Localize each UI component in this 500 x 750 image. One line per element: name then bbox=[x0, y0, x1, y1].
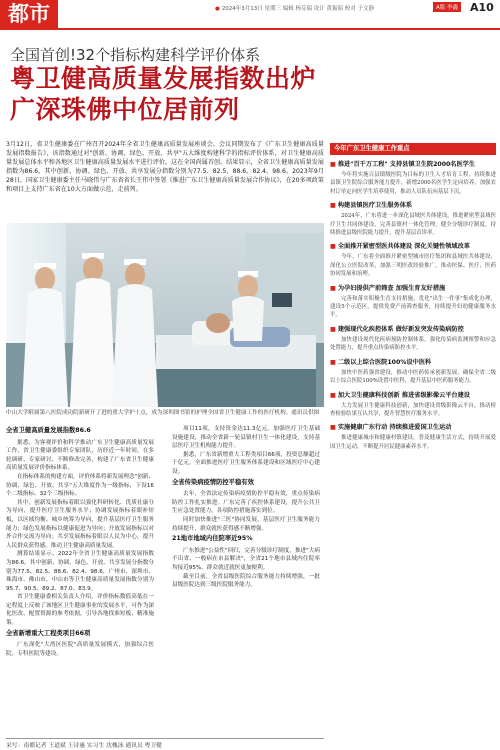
section-tag: 都市 bbox=[0, 0, 58, 28]
article-photo bbox=[6, 223, 324, 407]
sidebar-item bbox=[330, 242, 496, 278]
article-headline bbox=[10, 63, 316, 125]
page-number: A10 bbox=[470, 1, 494, 14]
sidebar-list bbox=[330, 160, 496, 451]
article-lead: 3月12日，省卫生健康委在广州召开2024年全省卫生健康高质量发展座谈会。会议同期发布了《广东卫生健康高质量发展指数报告》，该指数通过对"创新、协调、绿色、开放、共享"五大维度构建科学的指标评价体系，对卫生健康高质量发展总体水平和各地区卫生健康高质量发展水平进行评价。这在全国尚属首创。结果显示，全省卫生健康高质量发展指数为86.6，其中创新、协调、绿色、开放、共享发展分指数分别为77.5、82.5、88.6、82.4、98.6。2023年9月28日，国家卫生健康委主任马晓伟与广东省省长王伟中签署《推进广东卫生健康高质量发展合作协议》，在20多项政策和项目上支持广东省在10大方面做示范、走前列。 bbox=[6, 141, 324, 194]
sidebar-item bbox=[330, 391, 496, 419]
bullet-icon: ● bbox=[215, 6, 220, 12]
sidebar-item-head: 全面推开紧密型医共体建设 深化关键性领域改革 bbox=[337, 243, 470, 251]
paragraph: 据悉，为客观评价和科学推动广东卫生健康高质量发展工作，省卫生健康委组织专家团队，历经近一年时间，在多轮调研、专家研讨、不断修改完善，构建了广东省卫生健康高质量发展评价指标体系。 bbox=[6, 439, 154, 472]
sidebar-item bbox=[330, 284, 496, 320]
sidebar-item bbox=[330, 423, 496, 451]
paragraph: 省卫生健康委相关负责人介绍，评价指标数值高低在一定程度上反映了该地区卫生健康事业的发展水平，可作为深化医改、配置资源的参考依据，引导各地找准短板、精准施策。 bbox=[6, 594, 154, 627]
masthead-rule bbox=[0, 28, 500, 30]
sidebar-item-body: 加快建设现代化疾病预防控制体系，强化传染病监测预警和应急处置能力，提升重点传染病防控水平。 bbox=[330, 336, 496, 352]
paragraph: 去年，全省法定传染病疫情防控平稳有效，重点传染病防控工作扎实推进。广东完善了疾控体系建设，提升公共卫生应急处置能力，各项防控措施落实到位。 bbox=[172, 491, 320, 515]
sidebar-item-head: 建强现代化疾控体系 做好新发突发传染病防控 bbox=[337, 325, 464, 333]
sidebar-title: 今年广东卫生健康工作重点 bbox=[330, 143, 496, 155]
subheading: 全省新增重大工程类项目66项 bbox=[6, 629, 91, 637]
paragraph: 在指标体系的构建方面，评价体系将新发展理念"创新、协调、绿色、开放、共享"五大维度作为一级指标，下设16个二级指标、32个三级指标。 bbox=[6, 473, 154, 498]
sidebar-panel bbox=[330, 143, 496, 451]
paragraph: 测算结果显示，2022年全省卫生健康高质量发展指数为86.6，其中创新、协调、绿色、开放、共享发展分指数分别为77.5、82.5、88.6、82.4、98.6，广州市、深圳市、珠海市、佛山市、中山市等卫生健康高质量发展指数分别为95.7、90.5、89.2、87.0、83.9。 bbox=[6, 551, 154, 592]
sidebar-item-head: 推进"百千万工程" 支持县镇卫生院2000名医学生 bbox=[337, 161, 476, 168]
paragraph: 其中，创新发展指标着眼以强化科研转化、优质社康分为导向，提升医疗卫生服务水平；协调发展指标着眼补短板，以区域均衡、城乡统筹为导向，提升基层医疗卫生服务能力；绿色发展指标以健康促进为导向；开放发展指标以对外合作交流为导向；共享发展指标着眼以人民为中心，提升人民群众获得感，推动卫生健康高质量发展。 bbox=[6, 499, 154, 549]
paragraph: 据悉，广东省新增重大工程类项目66项，投资总额超过千亿元，全面推进医疗卫生服务体系建设和区域医疗中心建设。 bbox=[172, 451, 320, 475]
sidebar-item bbox=[330, 358, 496, 386]
square-bullet-icon: ■ bbox=[330, 391, 336, 399]
paragraph: 广东深化"大湾区医院"高质量发展模式，加强综合医院、专科医院等建设。 bbox=[6, 642, 154, 657]
sidebar-item-head: 二级以上综合医院100%设中医科 bbox=[337, 358, 432, 366]
square-bullet-icon: ■ bbox=[330, 243, 336, 251]
byline: 采写：南都记者 王道斌 王诗惠 实习生 沈槐泳 通讯员 粤卫健 bbox=[6, 738, 324, 749]
headline-line-2: 广深珠佛中位居前列 bbox=[10, 95, 240, 124]
sidebar-item-body: 完善和落实积极生育支持措施，优化"出生一件事"集成化办理，建设5个示范区，提供免费产前筛查服务，持续提升妇幼健康服务水平。 bbox=[330, 295, 496, 319]
article-kicker: 全国首创!32个指标构建科学评价体系 bbox=[10, 46, 261, 64]
sidebar-item bbox=[330, 160, 496, 196]
square-bullet-icon: ■ bbox=[330, 424, 336, 432]
square-bullet-icon: ■ bbox=[330, 284, 336, 292]
masthead-info-text: 2024年3月13日 星期三 编辑 杨芬瑞 设计 黄振昭 校对 于文静 bbox=[221, 6, 375, 12]
article-column-2 bbox=[172, 425, 320, 590]
square-bullet-icon: ■ bbox=[330, 202, 336, 210]
masthead-info bbox=[215, 4, 374, 12]
article-column-1 bbox=[6, 425, 154, 658]
sidebar-item-body: 今年，广东将全面推开紧密型城市医疗集团和县域医共体建设，深化公立医院改革，加强三明医改经验推广，推动医保、医疗、医药协同发展和治理。 bbox=[330, 254, 496, 278]
paragraph: 同时加快推进"三医"协同发展，基层医疗卫生服务能力持续提升，群众就医获得感不断增强。 bbox=[172, 516, 320, 532]
paragraph: 截至目前，全省县级医院综合服务能力持续增强，一批县级医院达到三级医院服务能力。 bbox=[172, 573, 320, 589]
subheading: 全省传染病疫情防控平稳有效 bbox=[172, 478, 254, 486]
sidebar-item-body: 大力发展卫生健康科技创新，加快建设省级影像云平台，推动检查检验结果互认共享，提升智慧医疗服务水平。 bbox=[330, 402, 496, 417]
sidebar-item-head: 实施健康广东行动 持续推进爱国卫生运动 bbox=[337, 424, 452, 432]
subheading: 全省卫健高质量发展指数86.6 bbox=[6, 427, 91, 434]
paragraph: 项目11项，支持资金达11.3亿元。加强医疗卫生基础设施建设，推动全省新一轮县镇村卫生一体化建设，支持基层医疗卫生机构能力提升。 bbox=[172, 426, 320, 450]
sidebar-item-head: 为孕妇提供产前筛查 加强生育友好措施 bbox=[337, 284, 446, 292]
square-bullet-icon: ■ bbox=[330, 325, 336, 333]
sidebar-item-head: 加大卫生健康科技创新 推进省级影像云平台建设 bbox=[337, 391, 470, 399]
sidebar-item-body: 推进健康城市和健康村镇建设，普及健康生活方式，持续开展爱国卫生运动，不断提升居民健康素养水平。 bbox=[330, 435, 496, 450]
sidebar-item-body: 加快中医药强省建设，推动中医药传承创新发展，确保全省二级以上综合医院100%设置中医科，提升基层中医药服务能力。 bbox=[330, 369, 496, 385]
sidebar-item-body: 今年将实施百县镇级医院为目标的卫生人才培育工程，持续推进县镇卫生院综合服务能力提升，新增2000名医学生定向培养，加强农村订单定向医学生培养使用，推动人员队伍向基层下沉。 bbox=[330, 172, 496, 195]
photo-caption: 中山大学附属第八医院成功院新研开了进的重大学护士点，成为深圳图书馆的护理全国省卫生健康工作的医疗机构。通讯员供图 bbox=[6, 410, 320, 416]
sidebar-item bbox=[330, 325, 496, 353]
paragraph: 广东推进"公益性"回归，完善分级诊疗制度，推进"大病不出省、一般病在市县解决"，全省21个地市县域内住院率均接近95%，群众就近就医更加便利。 bbox=[172, 547, 320, 571]
sidebar-item-body: 2024年，广东将进一步深化县域医共体建设，推进紧密型县域医疗卫生共同体建设，完善县镇村一体化管理，健全分级诊疗制度，持续推进县级医院能力提升，提升基层首诊率。 bbox=[330, 213, 496, 237]
sidebar-item-head: 构建县镇医疗卫生服务体系 bbox=[337, 202, 413, 210]
headline-line-1: 粤卫健高质量发展指数出炉 bbox=[10, 64, 317, 93]
editor-tag: A版 李鑫 bbox=[433, 2, 461, 12]
subheading: 21地市地域内住院率近95% bbox=[172, 535, 253, 543]
square-bullet-icon: ■ bbox=[330, 358, 336, 366]
square-bullet-icon: ■ bbox=[330, 161, 336, 168]
hospital-ward-image bbox=[6, 223, 324, 407]
masthead bbox=[0, 0, 500, 30]
sidebar-item bbox=[330, 201, 496, 237]
